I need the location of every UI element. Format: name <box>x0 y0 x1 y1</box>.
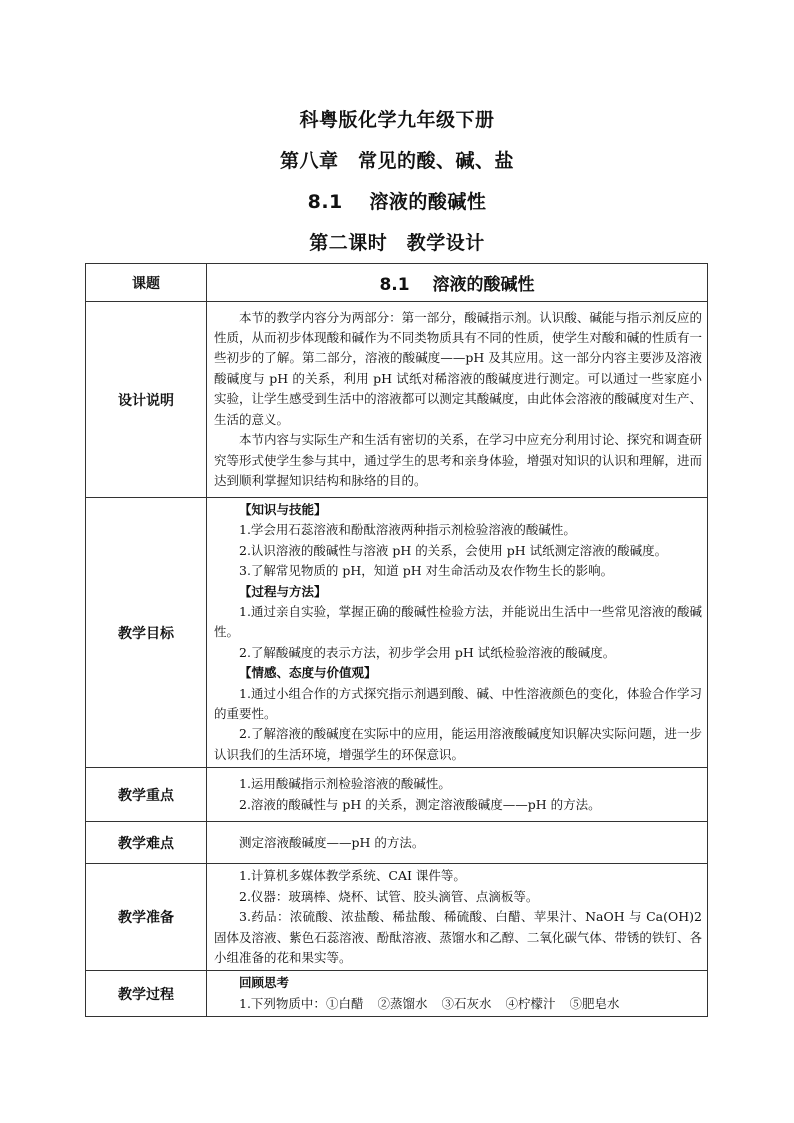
goal-item: 2.了解溶液的酸碱度在实际中的应用，能运用溶液酸碱度知识解决实际问题，进一步认识我们的生活环境，增强学生的环保意识。 <box>214 726 702 762</box>
goal-item: 2.认识溶液的酸碱性与溶液 pH 的关系，会使用 pH 试纸测定溶液的酸碱度。 <box>239 542 668 558</box>
goal-item: 2.了解酸碱度的表示方法，初步学会用 pH 试纸检验溶液的酸碱度。 <box>239 644 616 660</box>
chapter-title: 第八章 常见的酸、碱、盐 <box>279 150 514 172</box>
design-paragraph: 本节的教学内容分为两部分：第一部分，酸碱指示剂。认识酸、碱能与指示剂反应的性质，从而初步体现酸和碱作为不同类物质具有不同的性质，使学生对酸和碱的性质有一些初步的了解。第二部分，溶液的酸碱度——pH 及其应用。这一部分内容主要涉及溶液酸碱度与 pH 的关系，利用 pH 试纸对稀溶液的酸碱度进行测定。可以通过一些家庭小实验，让学生感受到生活中的溶液都可以测定其酸碱度，由此体会溶液的酸碱度对生产、生活的意义。 <box>214 309 702 427</box>
key-content <box>207 768 708 822</box>
difficulty-label: 教学难点 <box>86 822 207 864</box>
difficulty-item: 测定溶液酸碱度——pH 的方法。 <box>239 834 425 850</box>
prep-content <box>207 864 708 971</box>
design-label: 设计说明 <box>86 302 207 498</box>
question-prefix: 1.下列物质中： <box>239 995 326 1011</box>
question-option: ②蒸馏水 <box>377 995 428 1011</box>
key-item: 2.溶液的酸碱性与 pH 的关系，测定溶液酸碱度——pH 的方法。 <box>239 796 601 812</box>
goals-content <box>207 498 708 768</box>
document-title-block <box>0 100 794 264</box>
process-label: 教学过程 <box>86 971 207 1017</box>
row-design <box>86 302 708 498</box>
question-option: ⑤肥皂水 <box>569 995 620 1011</box>
row-goals <box>86 498 708 768</box>
row-key <box>86 768 708 822</box>
goal-item: 3.了解常见物质的 pH，知道 pH 对生命活动及农作物生长的影响。 <box>239 563 614 579</box>
question-option: ④柠檬汁 <box>505 995 556 1011</box>
row-topic <box>86 264 708 302</box>
prep-item: 1.计算机多媒体教学系统、CAI 课件等。 <box>239 868 466 884</box>
design-paragraph: 本节内容与实际生产和生活有密切的关系，在学习中应充分利用讨论、探究和调查研究等形式使学生参与其中，通过学生的思考和亲身体验，增强对知识的认识和理解，进而达到顺利掌握知识结构和脉络的目的。 <box>214 432 702 488</box>
key-item: 1.运用酸碱指示剂检验溶液的酸碱性。 <box>239 776 451 792</box>
design-content <box>207 302 708 498</box>
key-label: 教学重点 <box>86 768 207 822</box>
goal-heading: 【知识与技能】 <box>239 502 327 517</box>
prep-label: 教学准备 <box>86 864 207 971</box>
row-prep <box>86 864 708 971</box>
prep-item: 2.仪器：玻璃棒、烧杯、试管、胶头滴管、点滴板等。 <box>239 888 539 904</box>
book-title: 科粤版化学九年级下册 <box>299 109 495 131</box>
question-option: ①白醋 <box>325 995 364 1011</box>
question-option: ③石灰水 <box>441 995 492 1011</box>
row-process <box>86 971 708 1017</box>
goal-item: 1.通过小组合作的方式探究指示剂遇到酸、碱、中性溶液颜色的变化，体验合作学习的重要性。 <box>214 685 702 722</box>
lesson-title: 第二课时 教学设计 <box>309 232 485 254</box>
goal-item: 1.通过亲自实验，掌握正确的酸碱性检验方法，并能说出生活中一些常见溶液的酸碱性。 <box>214 604 702 640</box>
topic-value: 8.1 溶液的酸碱性 <box>207 264 708 302</box>
row-difficulty <box>86 822 708 864</box>
lesson-plan-table <box>85 263 708 1017</box>
goal-item: 1.学会用石蕊溶液和酚酞溶液两种指示剂检验溶液的酸碱性。 <box>239 522 576 538</box>
section-title: 8.1 溶液的酸碱性 <box>307 191 487 213</box>
goal-heading: 【过程与方法】 <box>239 583 327 599</box>
topic-label: 课题 <box>86 264 207 302</box>
goal-heading: 【情感、态度与价值观】 <box>239 665 377 681</box>
process-question <box>214 994 702 1014</box>
prep-item: 3.药品：浓硫酸、浓盐酸、稀盐酸、稀硫酸、白醋、苹果汁、NaOH 与 Ca(OH)2 固体及溶液、紫色石蕊溶液、酚酞溶液、蒸馏水和乙醇、二氧化碳气体、带锈的铁钉、各小组准备的花和果实等。 <box>214 909 702 965</box>
process-heading: 回顾思考 <box>239 975 290 991</box>
goals-label: 教学目标 <box>86 498 207 768</box>
process-content <box>207 971 708 1017</box>
difficulty-content <box>207 822 708 864</box>
